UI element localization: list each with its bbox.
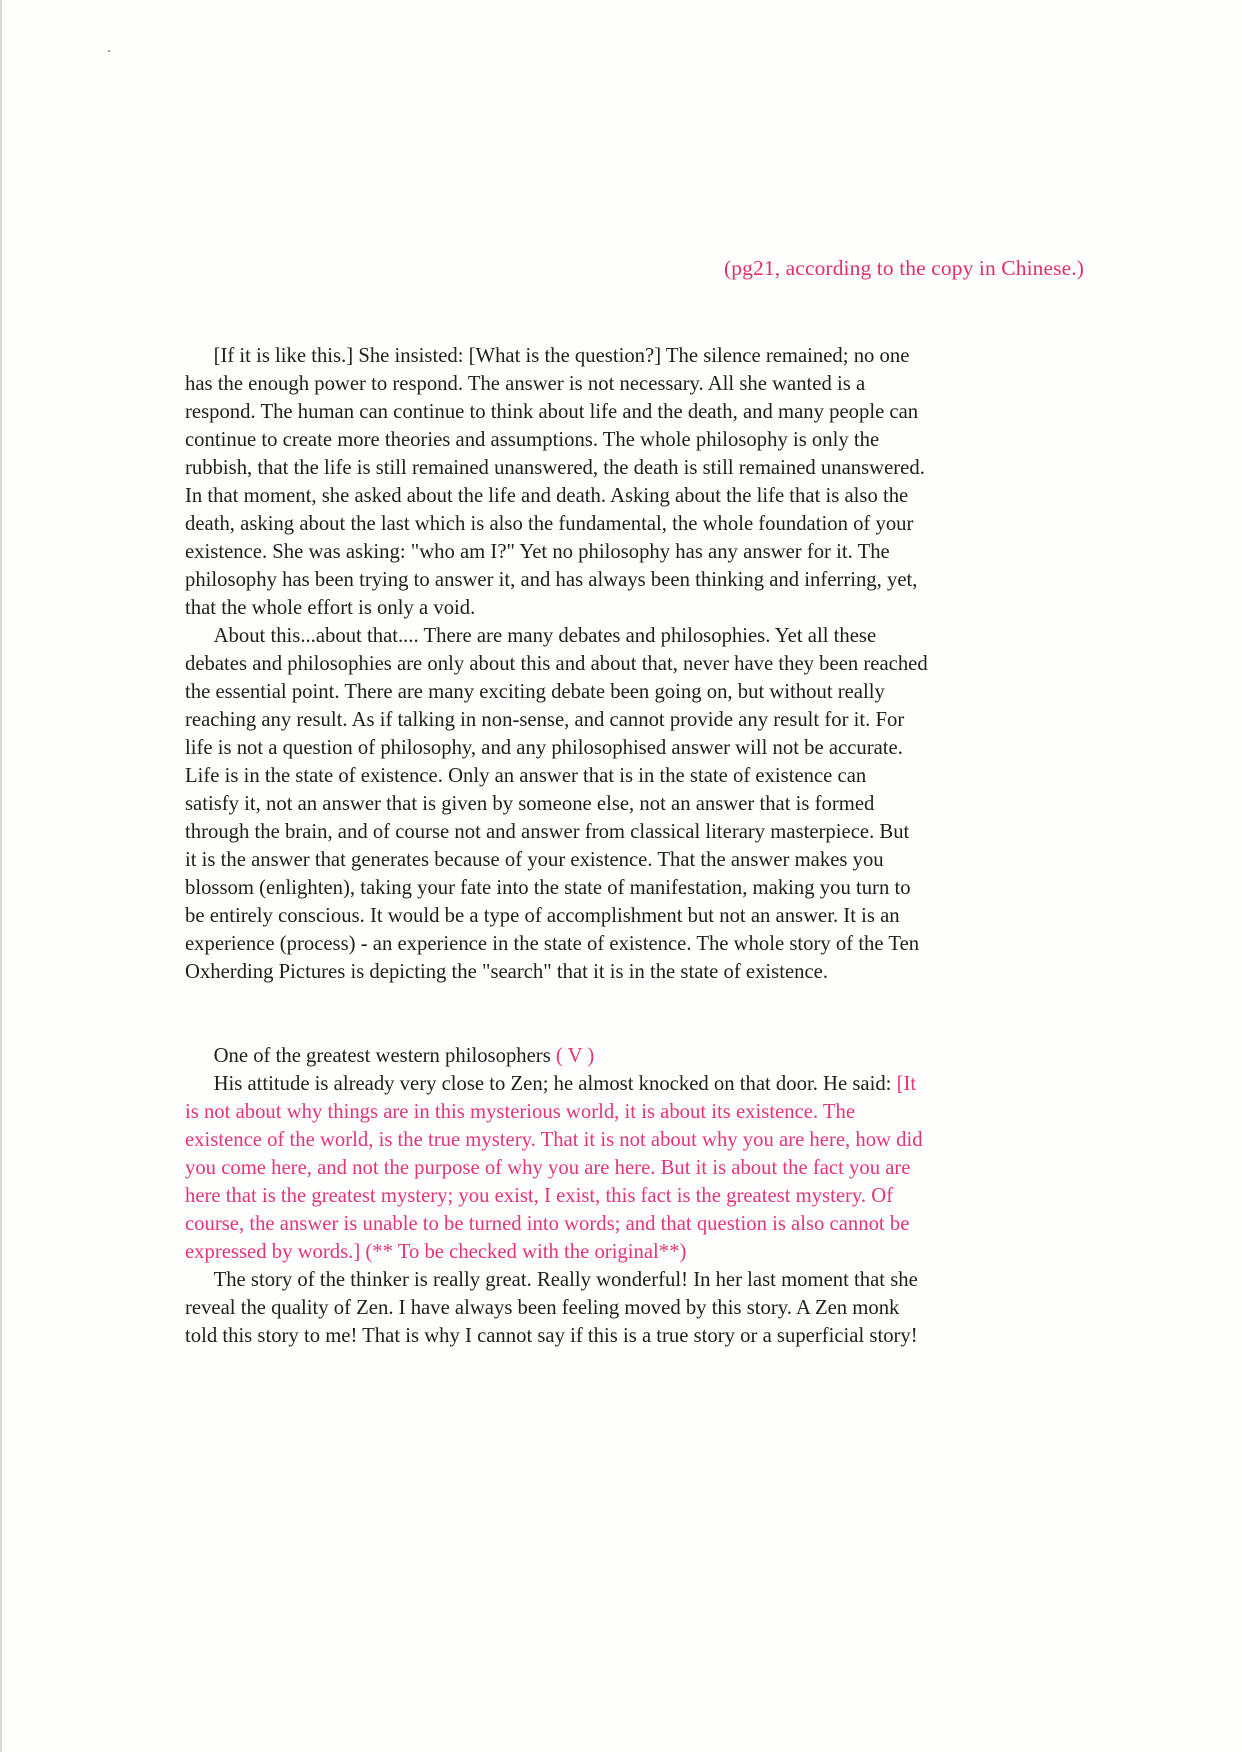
text-line: experience (process) - an experience in the state of existence. The whole story of the Ten	[185, 931, 920, 955]
text-line: through the brain, and of course not and answer from classical literary masterpiece. But	[185, 819, 910, 843]
quote-intro: His attitude is already very close to Zen; he almost knocked on that door. He said:	[213, 1071, 897, 1095]
text-line	[185, 1041, 1076, 1069]
text-line: About this...about that.... There are many debates and philosophies. Yet all these	[213, 623, 877, 647]
quote-start: [It	[896, 1071, 917, 1095]
text-line: the essential point. There are many exciting debate been going on, but without really	[185, 679, 885, 703]
text-line: blossom (enlighten), taking your fate into the state of manifestation, making you turn to	[185, 875, 911, 899]
paragraph-4	[185, 1069, 1076, 1265]
annotation-marker: ( V )	[555, 1043, 595, 1067]
quote-line: here that is the greatest mystery; you exist, I exist, this fact is the greatest mystery. Of	[185, 1183, 894, 1207]
text-line: rubbish, that the life is still remained unanswered, the death is still remained unanswered.	[185, 455, 925, 479]
text-line: The story of the thinker is really great. Really wonderful! In her last moment that she	[213, 1267, 918, 1291]
quote-line: is not about why things are in this mysterious world, it is about its existence. The	[185, 1099, 856, 1123]
philosopher-heading: One of the greatest western philosophers	[213, 1043, 556, 1067]
paragraph-2	[185, 621, 1076, 985]
text-line: told this story to me! That is why I cannot say if this is a true story or a superficial story!	[185, 1323, 918, 1347]
page-reference: (pg21, according to the copy in Chinese.)	[724, 256, 1084, 280]
text-line: that the whole effort is only a void.	[185, 595, 476, 619]
text-line: it is the answer that generates because of your existence. That the answer makes you	[185, 847, 884, 871]
document-body	[185, 341, 1076, 1349]
text-line: death, asking about the last which is also the fundamental, the whole foundation of your	[185, 511, 914, 535]
text-line: be entirely conscious. It would be a type of accomplishment but not an answer. It is an	[185, 903, 900, 927]
text-line: Life is in the state of existence. Only an answer that is in the state of existence can	[185, 763, 867, 787]
text-line	[185, 1069, 1076, 1097]
quote-line: course, the answer is unable to be turned into words; and that question is also cannot be	[185, 1211, 910, 1235]
page-edge	[0, 0, 2, 1752]
paragraph-5	[185, 1265, 1076, 1349]
text-line: existence. She was asking: "who am I?" Yet no philosophy has any answer for it. The	[185, 539, 890, 563]
scan-speck	[108, 50, 110, 52]
text-line: respond. The human can continue to think about life and the death, and many people can	[185, 399, 919, 423]
text-line: continue to create more theories and assumptions. The whole philosophy is only the	[185, 427, 880, 451]
paragraph-gap	[185, 985, 1076, 1041]
text-line: In that moment, she asked about the life and death. Asking about the life that is also the	[185, 483, 909, 507]
text-line: reaching any result. As if talking in non-sense, and cannot provide any result for it. For	[185, 707, 905, 731]
quote-line: you come here, and not the purpose of why you are here. But it is about the fact you are	[185, 1155, 911, 1179]
text-line: satisfy it, not an answer that is given by someone else, not an answer that is formed	[185, 791, 875, 815]
paragraph-3	[185, 1041, 1076, 1069]
quote-line: expressed by words.] (** To be checked with the original**)	[185, 1239, 687, 1263]
text-line: Oxherding Pictures is depicting the "search" that it is in the state of existence.	[185, 959, 829, 983]
text-line: reveal the quality of Zen. I have always been feeling moved by this story. A Zen monk	[185, 1295, 900, 1319]
text-line: life is not a question of philosophy, and any philosophised answer will not be accurate.	[185, 735, 903, 759]
text-line: debates and philosophies are only about this and about that, never have they been reached	[185, 651, 928, 675]
text-line: [If it is like this.] She insisted: [What is the question?] The silence remained; no one	[213, 343, 910, 367]
text-line: philosophy has been trying to answer it, and has always been thinking and inferring, yet,	[185, 567, 918, 591]
text-line: has the enough power to respond. The answer is not necessary. All she wanted is a	[185, 371, 866, 395]
paragraph-1	[185, 341, 1076, 621]
quote-line: existence of the world, is the true mystery. That it is not about why you are here, how did	[185, 1127, 923, 1151]
